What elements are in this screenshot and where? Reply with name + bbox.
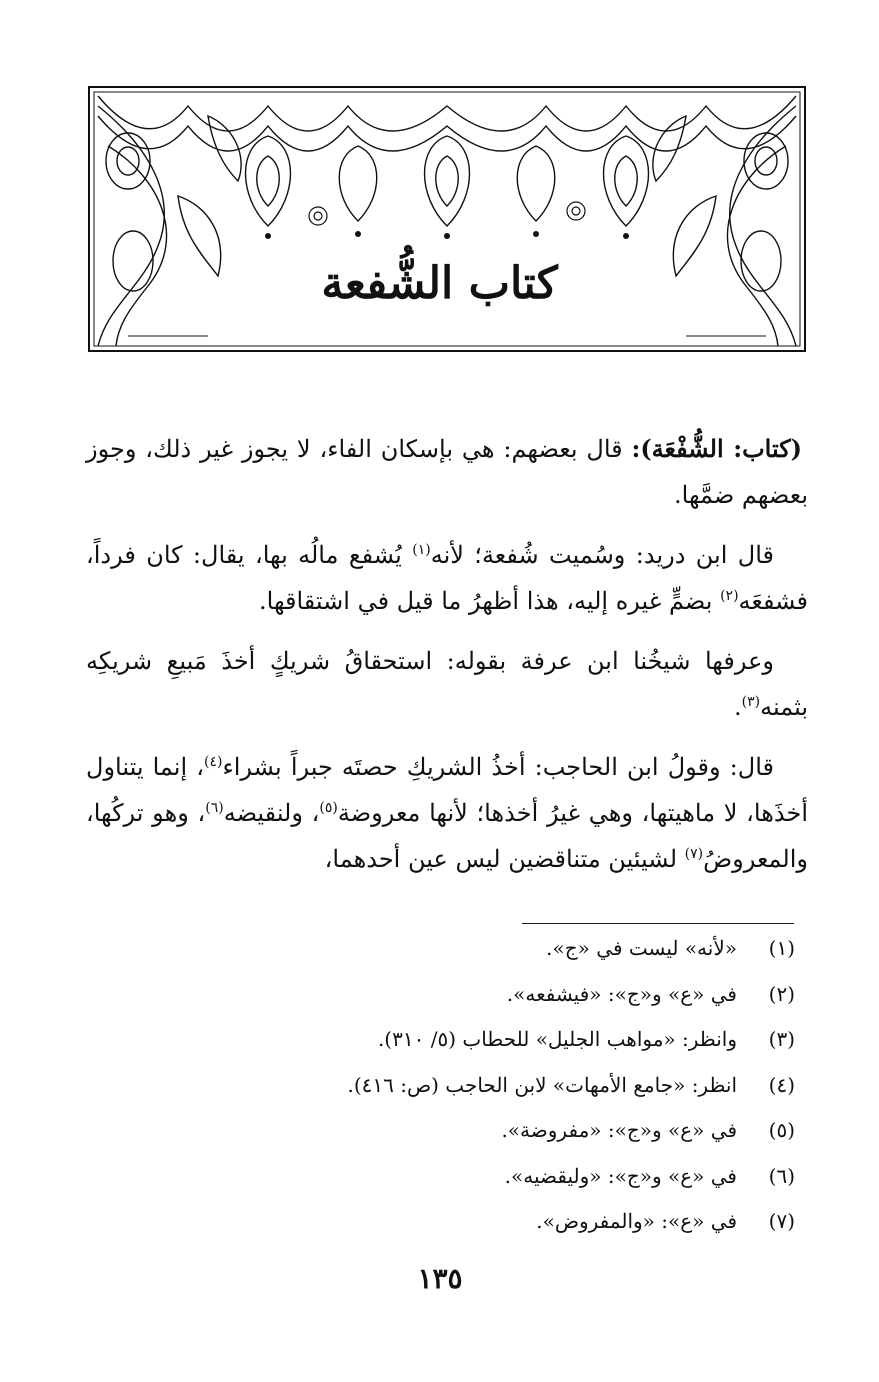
paragraph-text: بضمٍّ غيره إليه، هذا أظهرُ ما قيل في اشتقاقها. [259, 587, 721, 615]
ornamental-header-frame [88, 86, 806, 352]
paragraph [86, 426, 808, 518]
footnote-text: «لأنه» ليست في «ج». [546, 936, 737, 960]
paragraph-text: . [733, 693, 742, 721]
footnote-number: (١) [768, 936, 795, 960]
footnotes [90, 936, 795, 1255]
footnote-text: وانظر: «مواهب الجليل» للحطاب (٥/ ٣١٠). [377, 1027, 737, 1051]
footnote [90, 1073, 795, 1119]
body-text [86, 426, 808, 896]
paragraph-text: قال: وقولُ ابن الحاجب: أخذُ الشريكِ حصتَه جبراً بشراء [222, 753, 774, 781]
footnote-number: (٥) [768, 1118, 795, 1142]
footnote-number: (٣) [768, 1027, 795, 1051]
footnote-ref: (٥) [319, 800, 338, 816]
footnote [90, 1164, 795, 1210]
chapter-title: كتاب الشُّفعة [321, 258, 558, 309]
footnote-text: في «ع» و«ج»: «وليقضيه». [504, 1163, 737, 1188]
footnote-number: (٧) [768, 1209, 795, 1233]
footnote-ref: (٦) [205, 800, 224, 816]
paragraph-text: وعرفها شيخُنا ابن عرفة بقوله: استحقاقُ شريكٍ أخذَ مَبيعِ شريكِه بثمنه [86, 647, 808, 721]
footnote-text: في «ع»: «والمفروض». [536, 1209, 737, 1233]
paragraph-text: ، ولنقيضه [223, 799, 320, 827]
footnote [90, 1118, 795, 1164]
footnote-ref: (٧) [684, 846, 704, 862]
footnote-number: (٦) [768, 1163, 795, 1188]
paragraph-lead: (كتاب: الشُّفْعَة): [631, 434, 802, 463]
footnote-text: في «ع» و«ج»: «فيشفعه». [506, 981, 737, 1006]
paragraph-text: لشيئين متناقضين ليس عين أحدهما، [324, 845, 685, 873]
paragraph-text: قال بعضهم: هي بإسكان الفاء، لا يجوز غير ذلك، وجوز بعضهم ضمَّها. [86, 435, 808, 509]
paragraph [86, 744, 808, 882]
footnote-text: في «ع» و«ج»: «مفروضة». [501, 1118, 737, 1142]
footnote [90, 936, 795, 982]
footnote [90, 1209, 795, 1255]
footnote-number: (٢) [768, 981, 795, 1006]
footnote-ref: (١) [412, 542, 431, 558]
paragraph [86, 532, 808, 624]
paragraph-text: ، إنما يتناول أخذَها، لا ماهيتها، وهي غيرُ أخذها؛ لأنها معروضة [86, 753, 809, 827]
footnote-text: انظر: «جامع الأمهات» لابن الحاجب (ص: ٤١٦). [347, 1072, 737, 1097]
page-number: ١٣٥ [417, 1262, 463, 1295]
footnote-ref: (٤) [203, 754, 223, 770]
paragraph-text: ، وهو تركُها، والمعروضُ [86, 799, 808, 873]
footnote-number: (٤) [768, 1072, 795, 1097]
paragraph-text: قال ابن دريد: وسُميت شُفعة؛ لأنه [430, 541, 774, 569]
footnote-ref: (٢) [720, 588, 739, 604]
footnote [90, 1027, 795, 1073]
paragraph [86, 638, 808, 730]
paragraph-text: يُشفع مالُه بها، يقال: كان فرداً، فشفعَه [86, 541, 808, 615]
footnote-separator [522, 923, 794, 924]
footnote [90, 982, 795, 1028]
footnote-ref: (٣) [741, 694, 761, 710]
